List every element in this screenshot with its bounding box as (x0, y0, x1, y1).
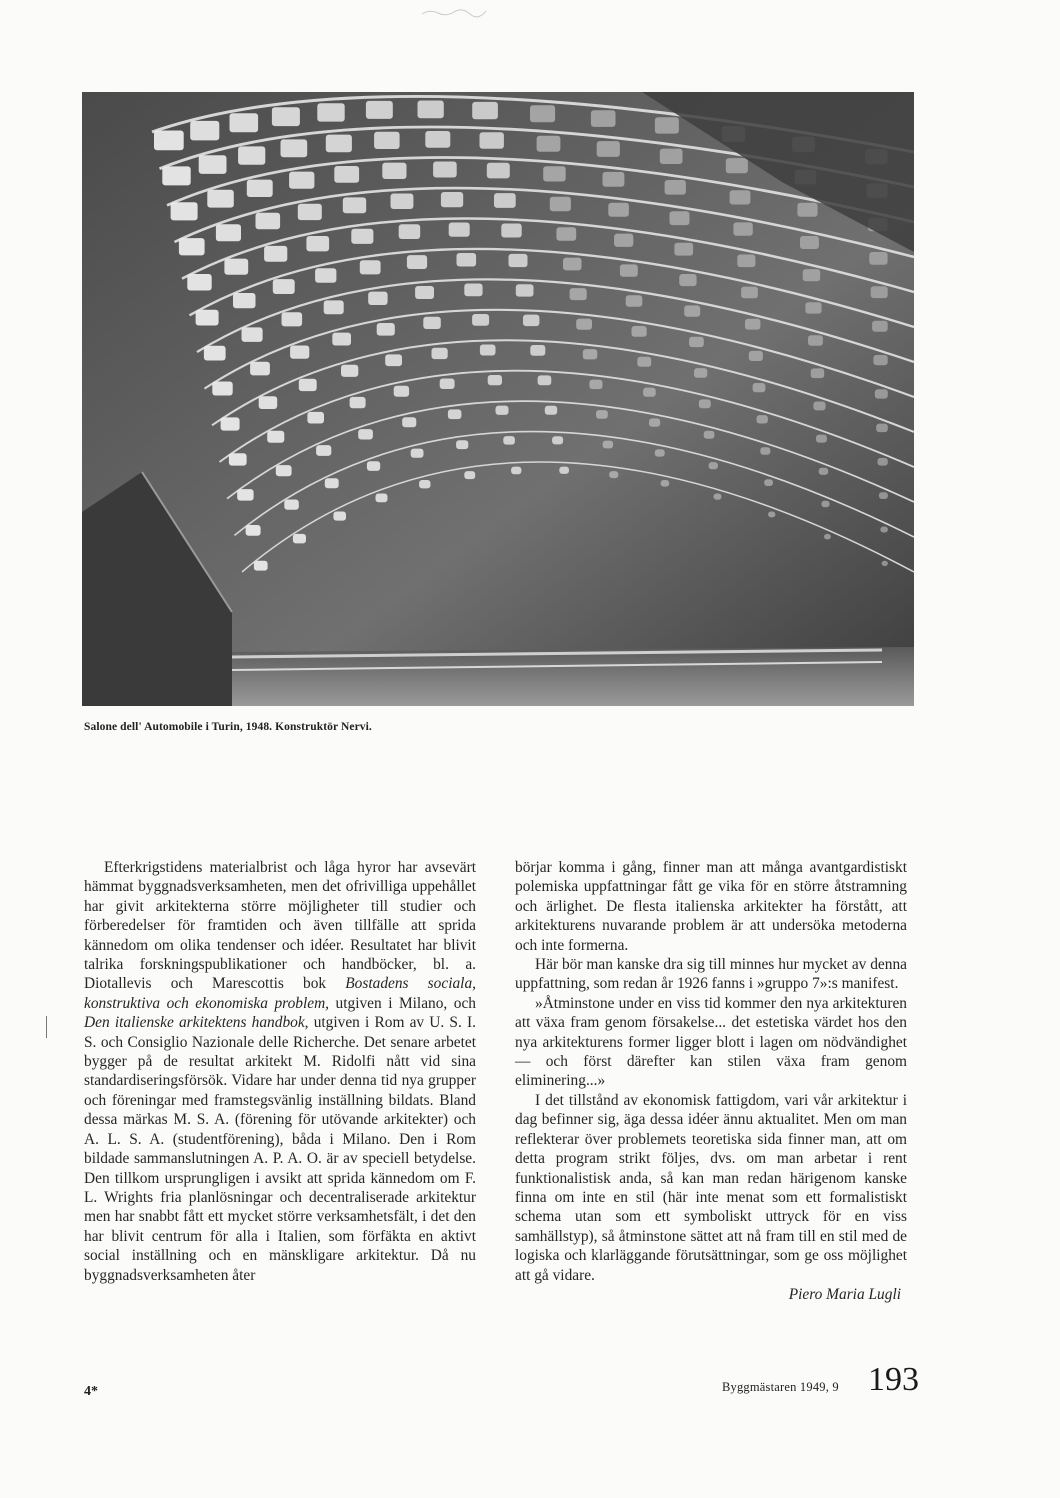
vault-window (530, 345, 545, 356)
vault-window (878, 458, 888, 466)
paragraph-text: Efterkrigstidens materialbrist och låga hyror har avsevärt hämmat byggnadsverksamheten, men det ofrivilliga uppehållet har givit arkitekterna större möjligheter till studier och förberedelser för framtiden och även tillfälle att sprida kännedom om olika tendenser och idéer. Resultatet har blivit talrika forskningspublikationer och handböcker, bl. a. Diotallevis och Marescottis bok (84, 859, 476, 993)
vault-window (714, 494, 722, 500)
vault-window (199, 155, 227, 174)
vault-window (694, 368, 707, 378)
vault-window (472, 314, 489, 326)
vault-window (282, 312, 303, 326)
vault-window (350, 397, 366, 408)
vault-window (768, 512, 775, 518)
vault-window (272, 107, 300, 126)
vault-window (360, 260, 381, 274)
vault-window (626, 295, 643, 307)
vault-window (230, 113, 259, 132)
vault-window (212, 382, 232, 396)
vault-window (480, 132, 504, 149)
vault-window (689, 337, 704, 347)
vault-window (494, 193, 516, 208)
vault-window (448, 409, 462, 419)
book-title: Bostadens sociala, konstruktiva och ekonomiska problem, (84, 975, 476, 1012)
vault-window (154, 131, 184, 151)
vault-window (306, 236, 329, 251)
vault-window (432, 348, 448, 359)
vault-window (871, 286, 888, 298)
vault-window (259, 396, 278, 409)
vault-window (496, 406, 509, 415)
vault-window (488, 375, 502, 385)
vault-window (545, 406, 557, 415)
vault-window (207, 190, 234, 208)
vault-window (254, 561, 268, 571)
vault-window (433, 162, 457, 178)
vault-window (637, 357, 651, 367)
vault-window (880, 527, 888, 533)
vault-window (457, 253, 477, 267)
vault-window (543, 166, 566, 181)
vault-window (256, 213, 281, 230)
vault-window (394, 386, 409, 397)
vault-window (366, 101, 393, 119)
vault-window (876, 424, 888, 433)
vault-window (411, 449, 424, 458)
photo-caption: Salone dell' Automobile i Turin, 1948. Konstruktör Nervi. (84, 721, 372, 733)
vault-window (299, 379, 317, 391)
vault-window (741, 287, 758, 299)
vault-window (216, 224, 241, 241)
vault-window (415, 286, 434, 299)
vault-window (264, 246, 287, 262)
vault-window (760, 447, 770, 455)
vault-window (204, 346, 226, 361)
vault-window (819, 468, 829, 475)
vault-window (816, 435, 827, 443)
vault-window (879, 492, 888, 499)
vault-window (281, 139, 308, 157)
vault-window (464, 471, 475, 479)
vault-window (324, 300, 344, 314)
vault-window (757, 415, 768, 423)
vault-window (351, 229, 373, 244)
paragraph-text: utgiven i Milano, och (329, 994, 476, 1012)
vault-window (576, 319, 592, 330)
vault-window (670, 211, 690, 225)
vault-window (480, 345, 496, 356)
vault-window (276, 465, 292, 476)
vault-window (374, 132, 400, 149)
vault-window (402, 417, 416, 427)
vault-window (358, 429, 373, 439)
vault-window (325, 478, 339, 488)
vault-window (556, 227, 576, 241)
vault-window (376, 494, 388, 503)
vault-window (343, 197, 366, 213)
vault-window (821, 501, 829, 507)
vault-window (704, 431, 715, 439)
journal-reference: Byggmästaren 1949, 9 (722, 1380, 839, 1394)
vault-window (649, 418, 660, 426)
vault-window (597, 141, 620, 157)
vault-window (764, 479, 773, 486)
book-title: Den italienske arkitektens handbok, (84, 1014, 309, 1032)
vault-window (273, 279, 295, 294)
vault-window (250, 362, 270, 376)
vault-window (326, 135, 352, 153)
vault-window (190, 121, 219, 140)
vault-window (179, 238, 205, 255)
vault-window (237, 489, 253, 501)
vault-window (665, 180, 686, 195)
vault-window (293, 534, 306, 544)
vault-window (709, 462, 718, 469)
vault-window (824, 534, 831, 540)
vault-window (298, 204, 322, 220)
page-number: 193 (868, 1361, 919, 1398)
vault-window (456, 440, 468, 449)
vault-window (811, 368, 825, 378)
vault-window (805, 302, 821, 313)
vault-window (603, 172, 625, 187)
vault-window (583, 349, 598, 359)
vault-window (487, 163, 510, 179)
vault-window (333, 512, 346, 521)
vault-window (407, 255, 427, 269)
author-signature: Piero Maria Lugli (788, 1285, 901, 1303)
vault-window (872, 321, 888, 332)
vault-window (229, 453, 247, 465)
vault-window (441, 192, 463, 207)
vault-window (589, 380, 602, 390)
vault-window (440, 379, 455, 390)
vault-window (655, 117, 679, 133)
vault-window (368, 292, 387, 305)
vault-window (733, 222, 752, 235)
vault-window (679, 274, 696, 286)
vault-window (246, 525, 261, 536)
vault-window (730, 190, 751, 204)
vault-window (238, 146, 265, 164)
vault-window (511, 467, 521, 475)
vault-window (316, 445, 331, 456)
vault-window (620, 264, 638, 276)
vault-window (315, 268, 336, 283)
vault-window (699, 399, 711, 408)
vault-window (797, 203, 817, 217)
vault-window (503, 436, 515, 445)
vault-window (552, 436, 563, 444)
vault-window (537, 136, 561, 152)
vault-window (509, 254, 528, 267)
vault-window (745, 319, 760, 330)
vault-window (377, 323, 395, 336)
vault-window (674, 243, 693, 256)
vault-window (737, 255, 755, 268)
vault-window (803, 269, 821, 281)
vault-window (247, 180, 273, 197)
vault-window (334, 166, 359, 183)
vault-window (661, 480, 670, 487)
vault-window (591, 110, 616, 127)
vault-window (873, 355, 887, 365)
vault-window (171, 202, 198, 220)
vault-window (367, 461, 380, 471)
vault-window (660, 149, 683, 164)
vault-window (290, 346, 309, 359)
article-paragraph: Här bör man kanske dra sig till minnes hur mycket av denna uppfattning, som redan år 1926 fanns i »gruppo 7»:s manifest. (515, 956, 907, 993)
margin-mark (46, 1016, 47, 1038)
vault-window (464, 284, 482, 297)
article-paragraph: I det tillstånd av ekonomisk fattigdom, vari vår arkitektur i dag befinner sig, äga dessa idéer ännu aktualitet. Men om man reflekterar över problemets teoretiska sida finner man, att om detta program strikt följes, dvs. om man arbetar i rent funktionalistisk anda, så kan man redan härigenom kanske finna om inte en stil (här inte menat som ett formalistiskt schema utan som ett symboliskt uttryck för en viss samhällstyp), så åtminstone sättet att nå fram till en stil med de logiska och klarläggande förutsättningar, som ge oss möjlighet att gå vidare. (515, 1091, 907, 1284)
vault-window (800, 236, 819, 249)
vault-window (726, 158, 748, 173)
vault-window (391, 194, 414, 210)
vault-window (501, 224, 521, 238)
vault-window (242, 327, 263, 342)
sheet-mark: 4* (84, 1384, 98, 1399)
architecture-photo (82, 92, 914, 706)
vault-window (419, 480, 430, 488)
vault-window (609, 471, 618, 478)
vault-window (233, 293, 256, 308)
vault-window (655, 449, 665, 456)
vault-window (399, 224, 421, 239)
vault-window (684, 305, 700, 316)
vault-window (221, 417, 240, 430)
vault-window (632, 326, 647, 337)
article-paragraph (84, 858, 476, 1285)
vault-window (332, 333, 351, 346)
vault-window (643, 388, 656, 397)
vault-window (538, 375, 552, 385)
scan-smudge-mark (420, 6, 490, 20)
vault-window (559, 467, 569, 474)
vault-window (603, 441, 614, 449)
vault-window (753, 383, 766, 392)
vault-window (425, 131, 450, 148)
vault-window (472, 102, 498, 119)
vault-window (749, 351, 763, 361)
vault-window (875, 389, 888, 398)
vault-window (869, 252, 887, 265)
vault-window (563, 258, 582, 271)
article-column-left (84, 858, 476, 1285)
article-column-right (515, 858, 907, 1304)
vault-window (570, 288, 587, 300)
vault-window (289, 172, 314, 189)
vault-window (162, 166, 190, 185)
article-paragraph: börjar komma i gång, finner man att många avantgardistiskt polemiska uppfattningar fått ge vika för en större åtstramning och ärlighet. De flesta italienska arkitekter ha förstått, att arkitekturens nuvarande problem är att undersöka metoderna och inte formerna. (515, 859, 907, 954)
vault-window (196, 310, 219, 326)
vault-window (449, 223, 470, 237)
vault-window (341, 365, 358, 377)
paragraph-text: utgiven i Rom av U. S. I. S. och Consiglio Nazionale delle Richerche. Det senare arbetet bygger på de resultat arkitekt M. Ridolfi nått vid sina standardiseringsförsök. Vidare har under denna tid nya grupper och föreningar med framstegsvänlig inställning bildats. Bland dessa märkas M. S. A. (förening för utövande arkitekter) och A. L. S. A. (studentförening), båda i Milano. Den i Rom bildade sammanslutningen A. P. A. O. är av speciell betydelse. Den tillkom ursprungligen i avsikt att sprida kännedom om F. L. Wrights fria planlösningar och decentraliserade arkitektur men har snabbt fått ett mycket större verksamhetsfält, i det den har blivit centrum för alla i Italien, som förfäkta en aktivt social inställning och en mänskligare arkitektur. Då nu byggnadsverksamheten åter (84, 1014, 476, 1284)
vault-window (317, 103, 344, 121)
vault-window (516, 284, 534, 296)
vault-window (418, 101, 444, 119)
vault-window (614, 234, 633, 247)
vault-window (284, 500, 299, 510)
vault-window (385, 354, 402, 366)
vault-window (608, 203, 629, 217)
vault-window (530, 105, 555, 122)
vault-window (550, 197, 571, 212)
vault-window (224, 259, 248, 275)
vault-window (523, 315, 539, 327)
vault-window (813, 402, 825, 411)
vault-roof-illustration (82, 92, 914, 706)
vault-window (882, 561, 888, 566)
vault-window (187, 274, 211, 291)
vault-window (596, 410, 608, 419)
vault-window (423, 317, 441, 329)
vault-window (307, 412, 324, 424)
vault-window (808, 335, 823, 346)
vault-window (267, 431, 284, 443)
vault-window (382, 163, 406, 179)
article-paragraph: »Åtminstone under en viss tid kommer den nya arkitekturen att växa fram genom försakelse... det estetiska värdet hos den nya arkitekturens former ligger blott i lagen om nödvändighet — och först därefter kan stilen växa fram genom eliminering...» (515, 994, 907, 1090)
